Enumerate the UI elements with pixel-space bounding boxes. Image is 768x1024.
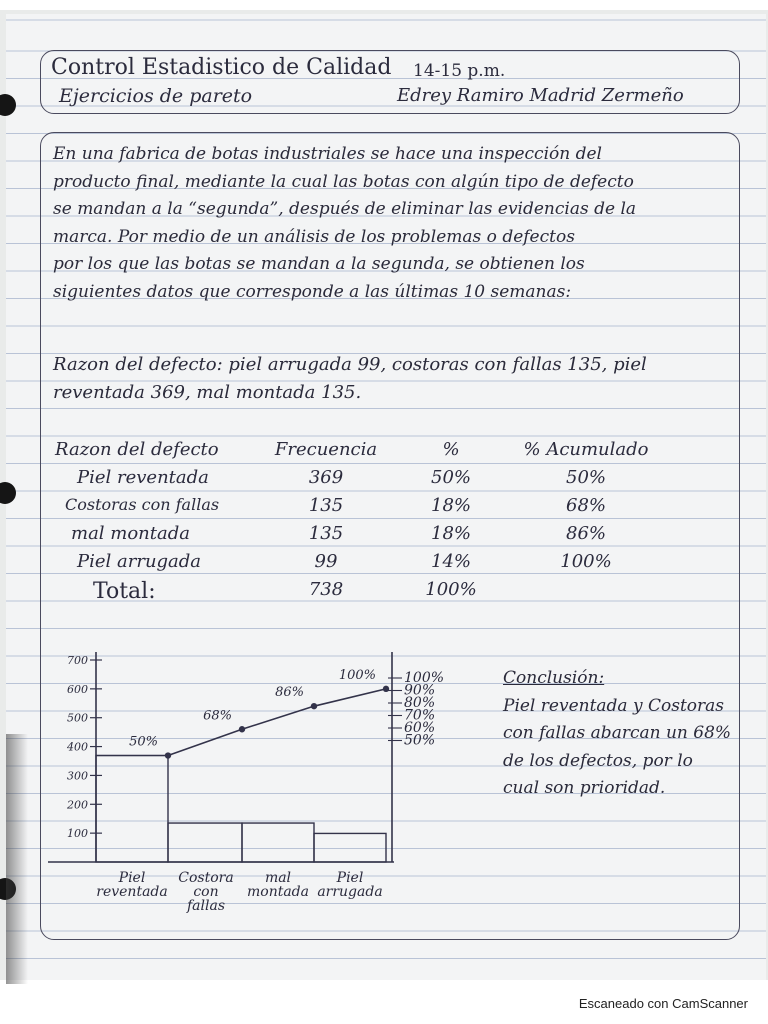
category-label: Piel xyxy=(118,870,146,886)
course-title: Control Estadistico de Calidad xyxy=(51,55,392,80)
binder-hole xyxy=(0,94,16,116)
table-header: % xyxy=(442,439,460,460)
table-cell: Piel arrugada xyxy=(77,551,202,572)
table-cell: 86% xyxy=(565,523,607,544)
right-axis-label: 70% xyxy=(404,707,436,724)
problem-line: marca. Por medio de un análisis de los problemas o defectos xyxy=(53,226,575,247)
binder-hole xyxy=(0,482,16,504)
cumulative-label: 100% xyxy=(338,667,376,683)
table-cell: 50% xyxy=(565,467,607,488)
pareto-bar xyxy=(96,756,168,862)
problem-line: por los que las botas se mandan a la segunda, se obtienen los xyxy=(53,254,585,274)
right-axis-label: 100% xyxy=(404,670,445,686)
conclusion-line: de los defectos, por lo xyxy=(503,750,693,771)
category-label: fallas xyxy=(186,898,226,914)
conclusion-heading: Conclusión: xyxy=(503,668,605,688)
lined-sheet xyxy=(6,14,766,980)
conclusion-line: con fallas abarcan un 68% xyxy=(503,723,732,743)
data-line: reventada 369, mal montada 135. xyxy=(53,381,362,403)
cumulative-label: 50% xyxy=(129,734,158,750)
table-cell: Piel reventada xyxy=(77,467,209,488)
table-cell: 18% xyxy=(430,523,472,544)
conclusion xyxy=(503,665,731,803)
table-cell: 68% xyxy=(565,495,607,516)
pareto-bar xyxy=(242,823,314,862)
problem-line: En una fabrica de botas industriales se hace una inspección del xyxy=(53,144,602,164)
scanner-watermark: Escaneado con CamScanner xyxy=(578,996,748,1011)
right-axis-label: 90% xyxy=(404,682,436,699)
header-box xyxy=(40,50,740,114)
defect-data xyxy=(53,351,647,406)
author-name: Edrey Ramiro Madrid Zermeño xyxy=(397,85,684,106)
y-tick-label: 300 xyxy=(67,769,88,783)
y-tick-label: 600 xyxy=(67,682,88,696)
table-cell: 50% xyxy=(430,467,472,488)
category-label: Costora xyxy=(178,870,234,886)
problem-line: siguientes datos que corresponde a las últimas 10 semanas: xyxy=(53,281,572,302)
pareto-bar xyxy=(168,823,242,862)
table-header: Razon del defecto xyxy=(55,439,219,460)
page-shadow xyxy=(6,734,28,984)
category-label: arrugada xyxy=(317,884,383,900)
category-label: montada xyxy=(246,884,310,900)
table-total-percent: 100% xyxy=(425,579,477,600)
table-cell: 135 xyxy=(308,495,344,516)
table-cell: Costoras con fallas xyxy=(65,495,220,514)
data-line: Razon del defecto: piel arrugada 99, costoras con fallas 135, piel xyxy=(53,354,647,375)
problem-line: producto final, mediante la cual las botas con algún tipo de defecto xyxy=(53,171,634,192)
table-cell: 369 xyxy=(308,467,344,488)
right-axis-label: 50% xyxy=(404,732,436,749)
table-total-frequency: 738 xyxy=(308,579,344,600)
pareto-bar xyxy=(314,833,386,862)
category-label: reventada xyxy=(96,884,168,900)
table-cell: 135 xyxy=(308,523,344,544)
table-header: Frecuencia xyxy=(274,439,378,460)
cumulative-point xyxy=(239,726,245,732)
y-tick-label: 200 xyxy=(67,798,88,812)
cumulative-label: 86% xyxy=(275,685,304,701)
y-tick-label: 400 xyxy=(67,740,88,754)
cumulative-point xyxy=(311,703,317,709)
table-total-label: Total: xyxy=(93,579,156,604)
table-cell: 14% xyxy=(430,551,472,572)
scanned-page xyxy=(0,10,768,980)
right-axis-label: 60% xyxy=(404,720,436,736)
table-cell: 100% xyxy=(560,551,612,572)
table-cell: mal montada xyxy=(71,523,190,544)
category-label: Piel xyxy=(336,870,364,886)
cumulative-point xyxy=(383,686,389,692)
conclusion-line: cual son prioridad. xyxy=(503,778,666,798)
conclusion-line: Piel reventada y Costoras xyxy=(503,695,724,716)
cumulative-label: 68% xyxy=(203,708,232,724)
category-label: con xyxy=(193,884,219,900)
problem-statement xyxy=(53,141,636,306)
y-tick-label: 500 xyxy=(67,711,88,725)
table-cell: 99 xyxy=(314,551,338,572)
table-cell: 18% xyxy=(430,495,472,516)
y-tick-label: 100 xyxy=(67,827,88,841)
pareto-chart xyxy=(42,636,502,926)
table-header: % Acumulado xyxy=(523,439,649,460)
category-label: mal xyxy=(264,870,292,886)
right-axis-label: 80% xyxy=(404,695,436,711)
problem-line: se mandan a la “segunda”, después de eliminar las evidencias de la xyxy=(53,199,637,219)
exercise-subtitle: Ejercicios de pareto xyxy=(59,85,253,107)
y-tick-label: 700 xyxy=(67,654,88,667)
class-time: 14-15 p.m. xyxy=(413,61,506,81)
pareto-table xyxy=(41,433,739,613)
